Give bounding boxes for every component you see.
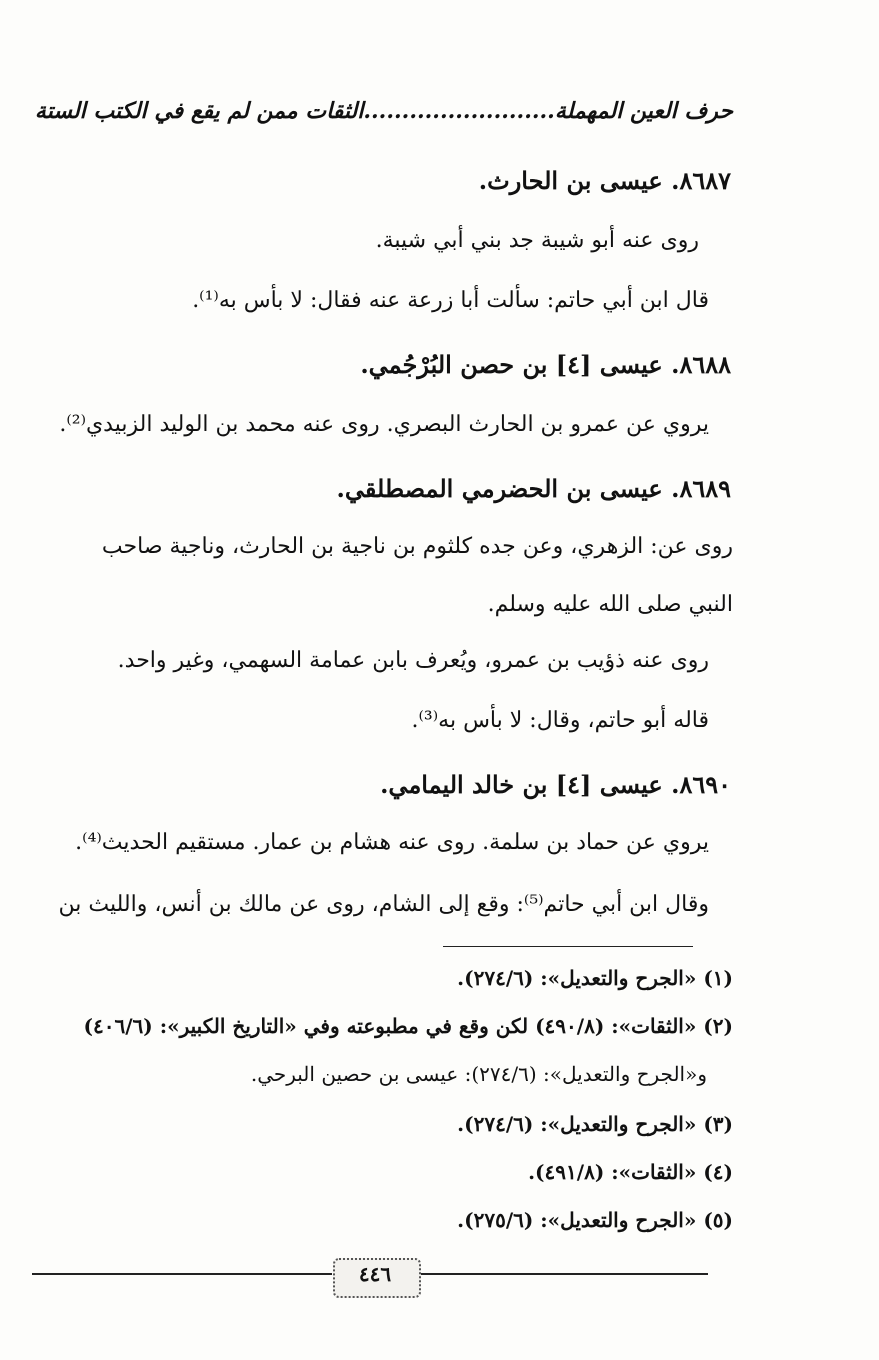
entry-line: روى عنه ذؤيب بن عمرو، ويُعرف بابن عمامة السهمي، وغير واحد. xyxy=(117,648,709,673)
footnote-1: (١) «الجرح والتعديل»: (٢٧٤/٦). xyxy=(457,966,733,990)
entry-line: يروي عن حماد بن سلمة. روى عنه هشام بن عمار. مستقيم الحديث⁽⁴⁾. xyxy=(75,830,709,855)
footer-rule-right xyxy=(418,1273,708,1275)
footer-rule-left xyxy=(32,1273,332,1275)
entry-heading-8688: ٨٦٨٨. عيسى [٤] بن حصن البُرْجُمي. xyxy=(360,350,731,379)
entry-line: يروي عن عمرو بن الحارث البصري. روى عنه محمد بن الوليد الزبيدي⁽²⁾. xyxy=(59,412,709,437)
entry-paragraph: روى عن: الزهري، وعن جده كلثوم بن ناجية بن الحارث، وناجية صاحب xyxy=(101,534,733,559)
running-header xyxy=(34,98,733,124)
footnote-2: (٢) «الثقات»: (٤٩٠/٨) لكن وقع في مطبوعته وفي «التاريخ الكبير»: (٤٠٦/٦) xyxy=(83,1014,733,1038)
entry-heading-8690: ٨٦٩٠. عيسى [٤] بن خالد اليمامي. xyxy=(380,770,731,799)
page-number: ٤٤٦ xyxy=(358,1262,392,1286)
footnote-5: (٥) «الجرح والتعديل»: (٢٧٥/٦). xyxy=(457,1208,733,1232)
entry-line: روى عنه أبو شيبة جد بني أبي شيبة. xyxy=(375,228,699,253)
entry-line: النبي صلى الله عليه وسلم. xyxy=(487,592,733,617)
entry-line: وقال ابن أبي حاتم⁽⁵⁾: وقع إلى الشام، روى عن مالك بن أنس، والليث بن xyxy=(58,892,709,917)
footnote-4: (٤) «الثقات»: (٤٩١/٨). xyxy=(528,1160,733,1184)
entry-line: قال ابن أبي حاتم: سألت أبا زرعة عنه فقال: لا بأس به⁽¹⁾. xyxy=(192,288,709,313)
footnote-separator xyxy=(443,946,693,947)
entry-heading-8689: ٨٦٨٩. عيسى بن الحضرمي المصطلقي. xyxy=(336,474,731,503)
header-left-title: حرف العين المهملة.........................الثقات ممن لم يقع في الكتب الستة xyxy=(34,98,733,124)
entry-heading-8687: ٨٦٨٧. عيسى بن الحارث. xyxy=(478,166,731,195)
footnote-3: (٣) «الجرح والتعديل»: (٢٧٤/٦). xyxy=(457,1112,733,1136)
footnote-2-continuation: و«الجرح والتعديل»: (٢٧٤/٦): عيسى بن حصين البرحي. xyxy=(250,1062,707,1086)
entry-line: قاله أبو حاتم، وقال: لا بأس به⁽³⁾. xyxy=(411,708,709,733)
